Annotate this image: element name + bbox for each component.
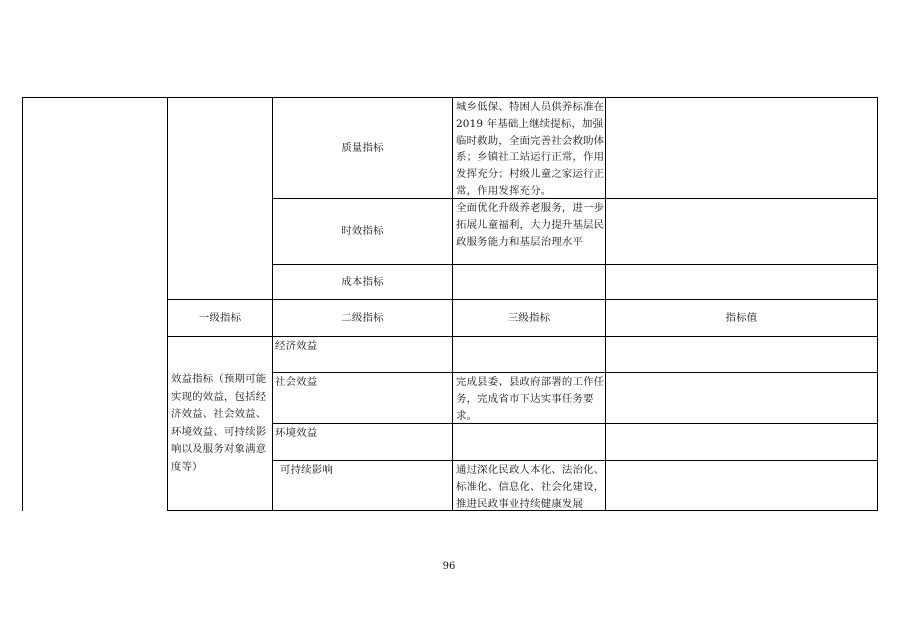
- benefit-row-level2: 环境效益: [275, 427, 318, 439]
- header-level2: 二级指标: [341, 311, 384, 324]
- cost-label: 成本指标: [341, 275, 384, 288]
- benefit-row-level3: 完成县委、县政府部署的工作任务，完成省市下达实事任务要求。: [456, 376, 605, 422]
- benefit-row-level3: [453, 337, 605, 372]
- benefit-row-level3: 通过深化民政人本化、法治化、标准化、信息化、社会化建设，推进民政事业持续健康发展: [456, 464, 605, 510]
- rule: [22, 97, 23, 511]
- benefit-level1: [168, 337, 272, 510]
- cost-content: [453, 265, 605, 299]
- timeliness-label: 时效指标: [341, 225, 384, 238]
- page-number: 96: [442, 561, 456, 572]
- benefit-level1-text: 效益指标（预期可能实现的效益，包括经济效益、社会效益、环境效益、可持续影响以及服务对象满意度等）: [171, 373, 267, 473]
- benefit-row-level2: 可持续影响: [280, 464, 333, 476]
- rule: [877, 97, 878, 511]
- header-value: 指标值: [725, 311, 758, 324]
- header-level1: 一级指标: [198, 311, 242, 324]
- quality-content: 城乡低保、特困人员供养标准在 2019 年基础上继续提标，加强临时救助，全面完善社会救助体系；乡镇社工站运行正常，作用发挥充分；村级儿童之家运行正常，作用发挥充分。: [456, 101, 605, 197]
- timeliness-content: 全面优化升级养老服务，进一步拓展儿童福利，大力提升基层民政服务能力和基层治理水平: [456, 202, 605, 248]
- benefit-row-level2: 经济效益: [275, 340, 318, 352]
- benefit-row-level2: 社会效益: [275, 376, 318, 388]
- quality-label: 质量指标: [341, 141, 384, 154]
- benefit-row-level3: [453, 424, 605, 460]
- header-level3: 三级指标: [507, 311, 551, 324]
